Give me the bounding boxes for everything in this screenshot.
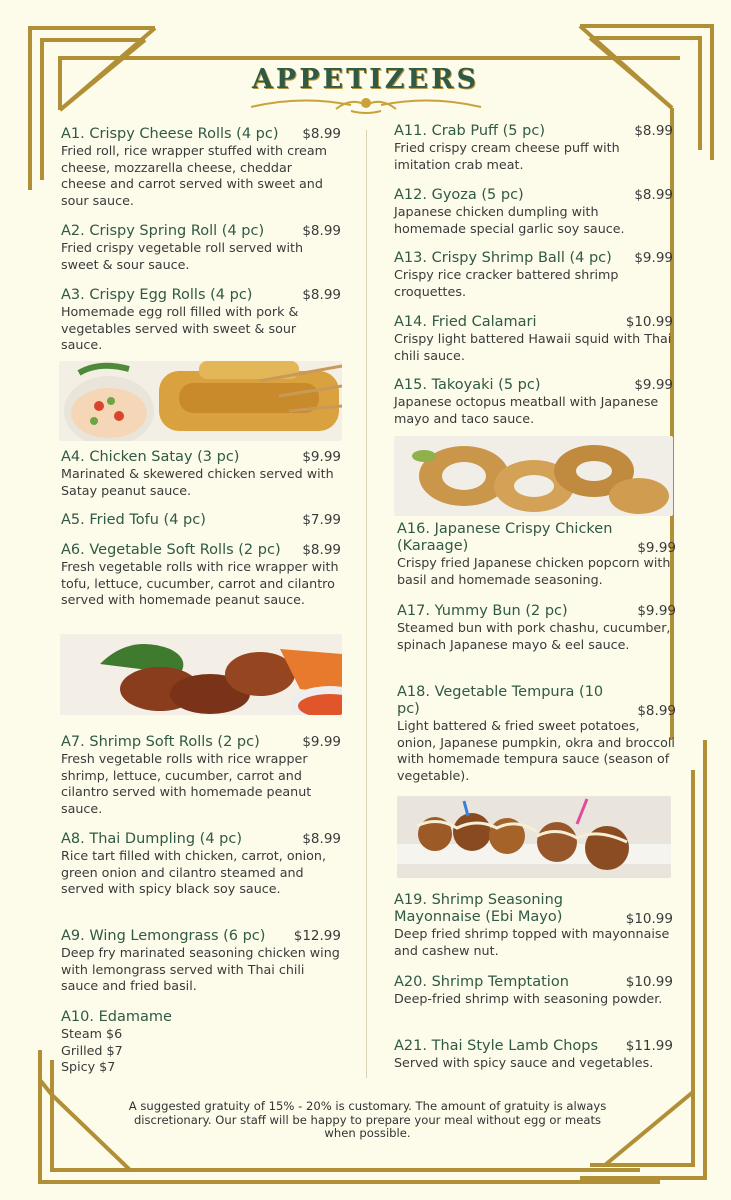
item-price: $10.99 — [625, 911, 673, 927]
calamari-photo — [394, 436, 673, 516]
item-price: $8.99 — [637, 703, 676, 719]
chicken-satay-photo — [59, 361, 342, 441]
item-name: A3. Crispy Egg Rolls (4 pc) — [61, 287, 253, 303]
item-name: A21. Thai Style Lamb Chops — [394, 1038, 599, 1054]
item-price: $10.99 — [625, 314, 673, 330]
item-description: Fresh vegetable rolls with rice wrapper with tofu, lettuce, cucumber, carrot and cilantro served with homemade peanut sauce. — [61, 559, 339, 608]
item-description: Japanese octopus meatball with Japanese mayo and taco sauce. — [394, 394, 659, 426]
item-price: $9.99 — [634, 377, 673, 393]
menu-item-a5 — [61, 512, 341, 529]
item-description: Homemade egg roll filled with pork & vegetables served with sweet & sour sauce. — [61, 304, 299, 353]
item-description: Deep fry marinated seasoning chicken wing with lemongrass served with Thai chili sauce and fried basil. — [61, 945, 340, 994]
item-price: $8.99 — [302, 126, 341, 142]
item-name: A4. Chicken Satay (3 pc) — [61, 449, 240, 465]
item-name: A6. Vegetable Soft Rolls (2 pc) — [61, 542, 281, 558]
item-name: A20. Shrimp Temptation — [394, 974, 569, 990]
edamame-option: Steam $6 — [61, 1026, 123, 1041]
item-description: Crispy rice cracker battered shrimp croquettes. — [394, 267, 619, 299]
menu-item-a8 — [61, 831, 341, 898]
item-name: A10. Edamame — [61, 1009, 172, 1025]
item-price: $8.99 — [634, 123, 673, 139]
menu-item-a17 — [397, 603, 676, 653]
item-price: $12.99 — [293, 928, 341, 944]
item-name: A16. Japanese Crispy Chicken (Karaage) — [397, 521, 613, 554]
menu-item-a21 — [394, 1038, 673, 1072]
item-name: A1. Crispy Cheese Rolls (4 pc) — [61, 126, 279, 142]
wings-photo — [60, 634, 342, 715]
item-name: A15. Takoyaki (5 pc) — [394, 377, 541, 393]
menu-item-a11 — [394, 123, 673, 173]
item-description: Deep-fried shrimp with seasoning powder. — [394, 991, 663, 1006]
item-name: A17. Yummy Bun (2 pc) — [397, 603, 568, 619]
item-name: A14. Fried Calamari — [394, 314, 537, 330]
menu-item-a2 — [61, 223, 341, 273]
menu-item-a7 — [61, 734, 341, 817]
menu-item-a6 — [61, 542, 341, 609]
item-price: $9.99 — [302, 449, 341, 465]
menu-item-a15 — [394, 377, 673, 427]
item-description: Fried crispy vegetable roll served with sweet & sour sauce. — [61, 240, 304, 272]
item-description: Deep fried shrimp topped with mayonnaise and cashew nut. — [394, 926, 670, 958]
item-description: Fried roll, rice wrapper stuffed with cream cheese, mozzarella cheese, cheddar cheese and carrot served with sweet and sour sauce. — [61, 143, 327, 208]
takoyaki-photo — [397, 796, 671, 878]
item-name: A12. Gyoza (5 pc) — [394, 187, 524, 203]
item-name: A8. Thai Dumpling (4 pc) — [61, 831, 243, 847]
item-description: Fresh vegetable rolls with rice wrapper shrimp, lettuce, cucumber, carrot and cilantro served with homemade peanut sauce. — [61, 751, 312, 816]
item-name: A19. Shrimp Seasoning Mayonnaise (Ebi Mayo) — [394, 892, 563, 925]
item-price: $9.99 — [637, 540, 676, 556]
item-description: Fried crispy cream cheese puff with imitation crab meat. — [394, 140, 620, 172]
column-divider — [366, 130, 367, 1078]
item-name: A7. Shrimp Soft Rolls (2 pc) — [61, 734, 260, 750]
menu-item-a14 — [394, 314, 673, 364]
menu-item-a9 — [61, 928, 341, 995]
item-price: $8.99 — [634, 187, 673, 203]
menu-item-a16 — [397, 521, 676, 588]
item-description: Crispy light battered Hawaii squid with Thai chili sauce. — [394, 331, 672, 363]
item-price: $8.99 — [302, 542, 341, 558]
item-description: Japanese chicken dumpling with homemade special garlic soy sauce. — [394, 204, 625, 236]
item-name: A9. Wing Lemongrass (6 pc) — [61, 928, 266, 944]
edamame-option: Grilled $7 — [61, 1042, 123, 1058]
item-price: $8.99 — [302, 223, 341, 239]
item-price: $9.99 — [637, 603, 676, 619]
item-price: $10.99 — [625, 974, 673, 990]
menu-item-a12 — [394, 187, 673, 237]
item-price: $9.99 — [302, 734, 341, 750]
item-price: $11.99 — [625, 1038, 673, 1054]
edamame-option: Spicy $7 — [61, 1059, 116, 1075]
menu-item-a3 — [61, 287, 341, 354]
page-title: APPETIZERS — [251, 64, 480, 95]
item-name: A18. Vegetable Tempura (10 pc) — [397, 684, 604, 717]
item-name: A2. Crispy Spring Roll (4 pc) — [61, 223, 265, 239]
item-price: $8.99 — [302, 287, 341, 303]
menu-item-a4 — [61, 449, 341, 499]
item-description: Rice tart filled with chicken, carrot, onion, green onion and cilantro steamed and served with spicy black soy sauce. — [61, 848, 326, 897]
gratuity-note: A suggested gratuity of 15% - 20% is customary. The amount of gratuity is always discretionary. Our staff will be happy to prepare your meal without egg or meats when possible. — [128, 1099, 607, 1140]
item-name: A13. Crispy Shrimp Ball (4 pc) — [394, 250, 612, 266]
item-price: $9.99 — [634, 250, 673, 266]
menu-item-a20 — [394, 974, 673, 1008]
item-name: A11. Crab Puff (5 pc) — [394, 123, 545, 139]
item-description: Marinated & skewered chicken served with Satay peanut sauce. — [61, 466, 334, 498]
item-price: $8.99 — [302, 831, 341, 847]
item-description: Light battered & fried sweet potatoes, onion, Japanese pumpkin, okra and broccoli with homemade tempura sauce (season of vegetable). — [397, 718, 675, 783]
item-description: Steamed bun with pork chashu, cucumber, spinach Japanese mayo & eel sauce. — [397, 620, 671, 652]
item-name: A5. Fried Tofu (4 pc) — [61, 512, 206, 528]
menu-item-a19 — [394, 892, 673, 959]
menu-item-a10 — [61, 1009, 341, 1076]
title-flourish-ornament — [241, 93, 491, 115]
menu-item-a18 — [397, 684, 676, 784]
item-description: Served with spicy sauce and vegetables. — [394, 1055, 654, 1070]
menu-item-a13 — [394, 250, 673, 300]
menu-item-a1 — [61, 126, 341, 209]
item-price: $7.99 — [302, 512, 341, 528]
item-description: Crispy fried Japanese chicken popcorn with basil and homemade seasoning. — [397, 555, 671, 587]
